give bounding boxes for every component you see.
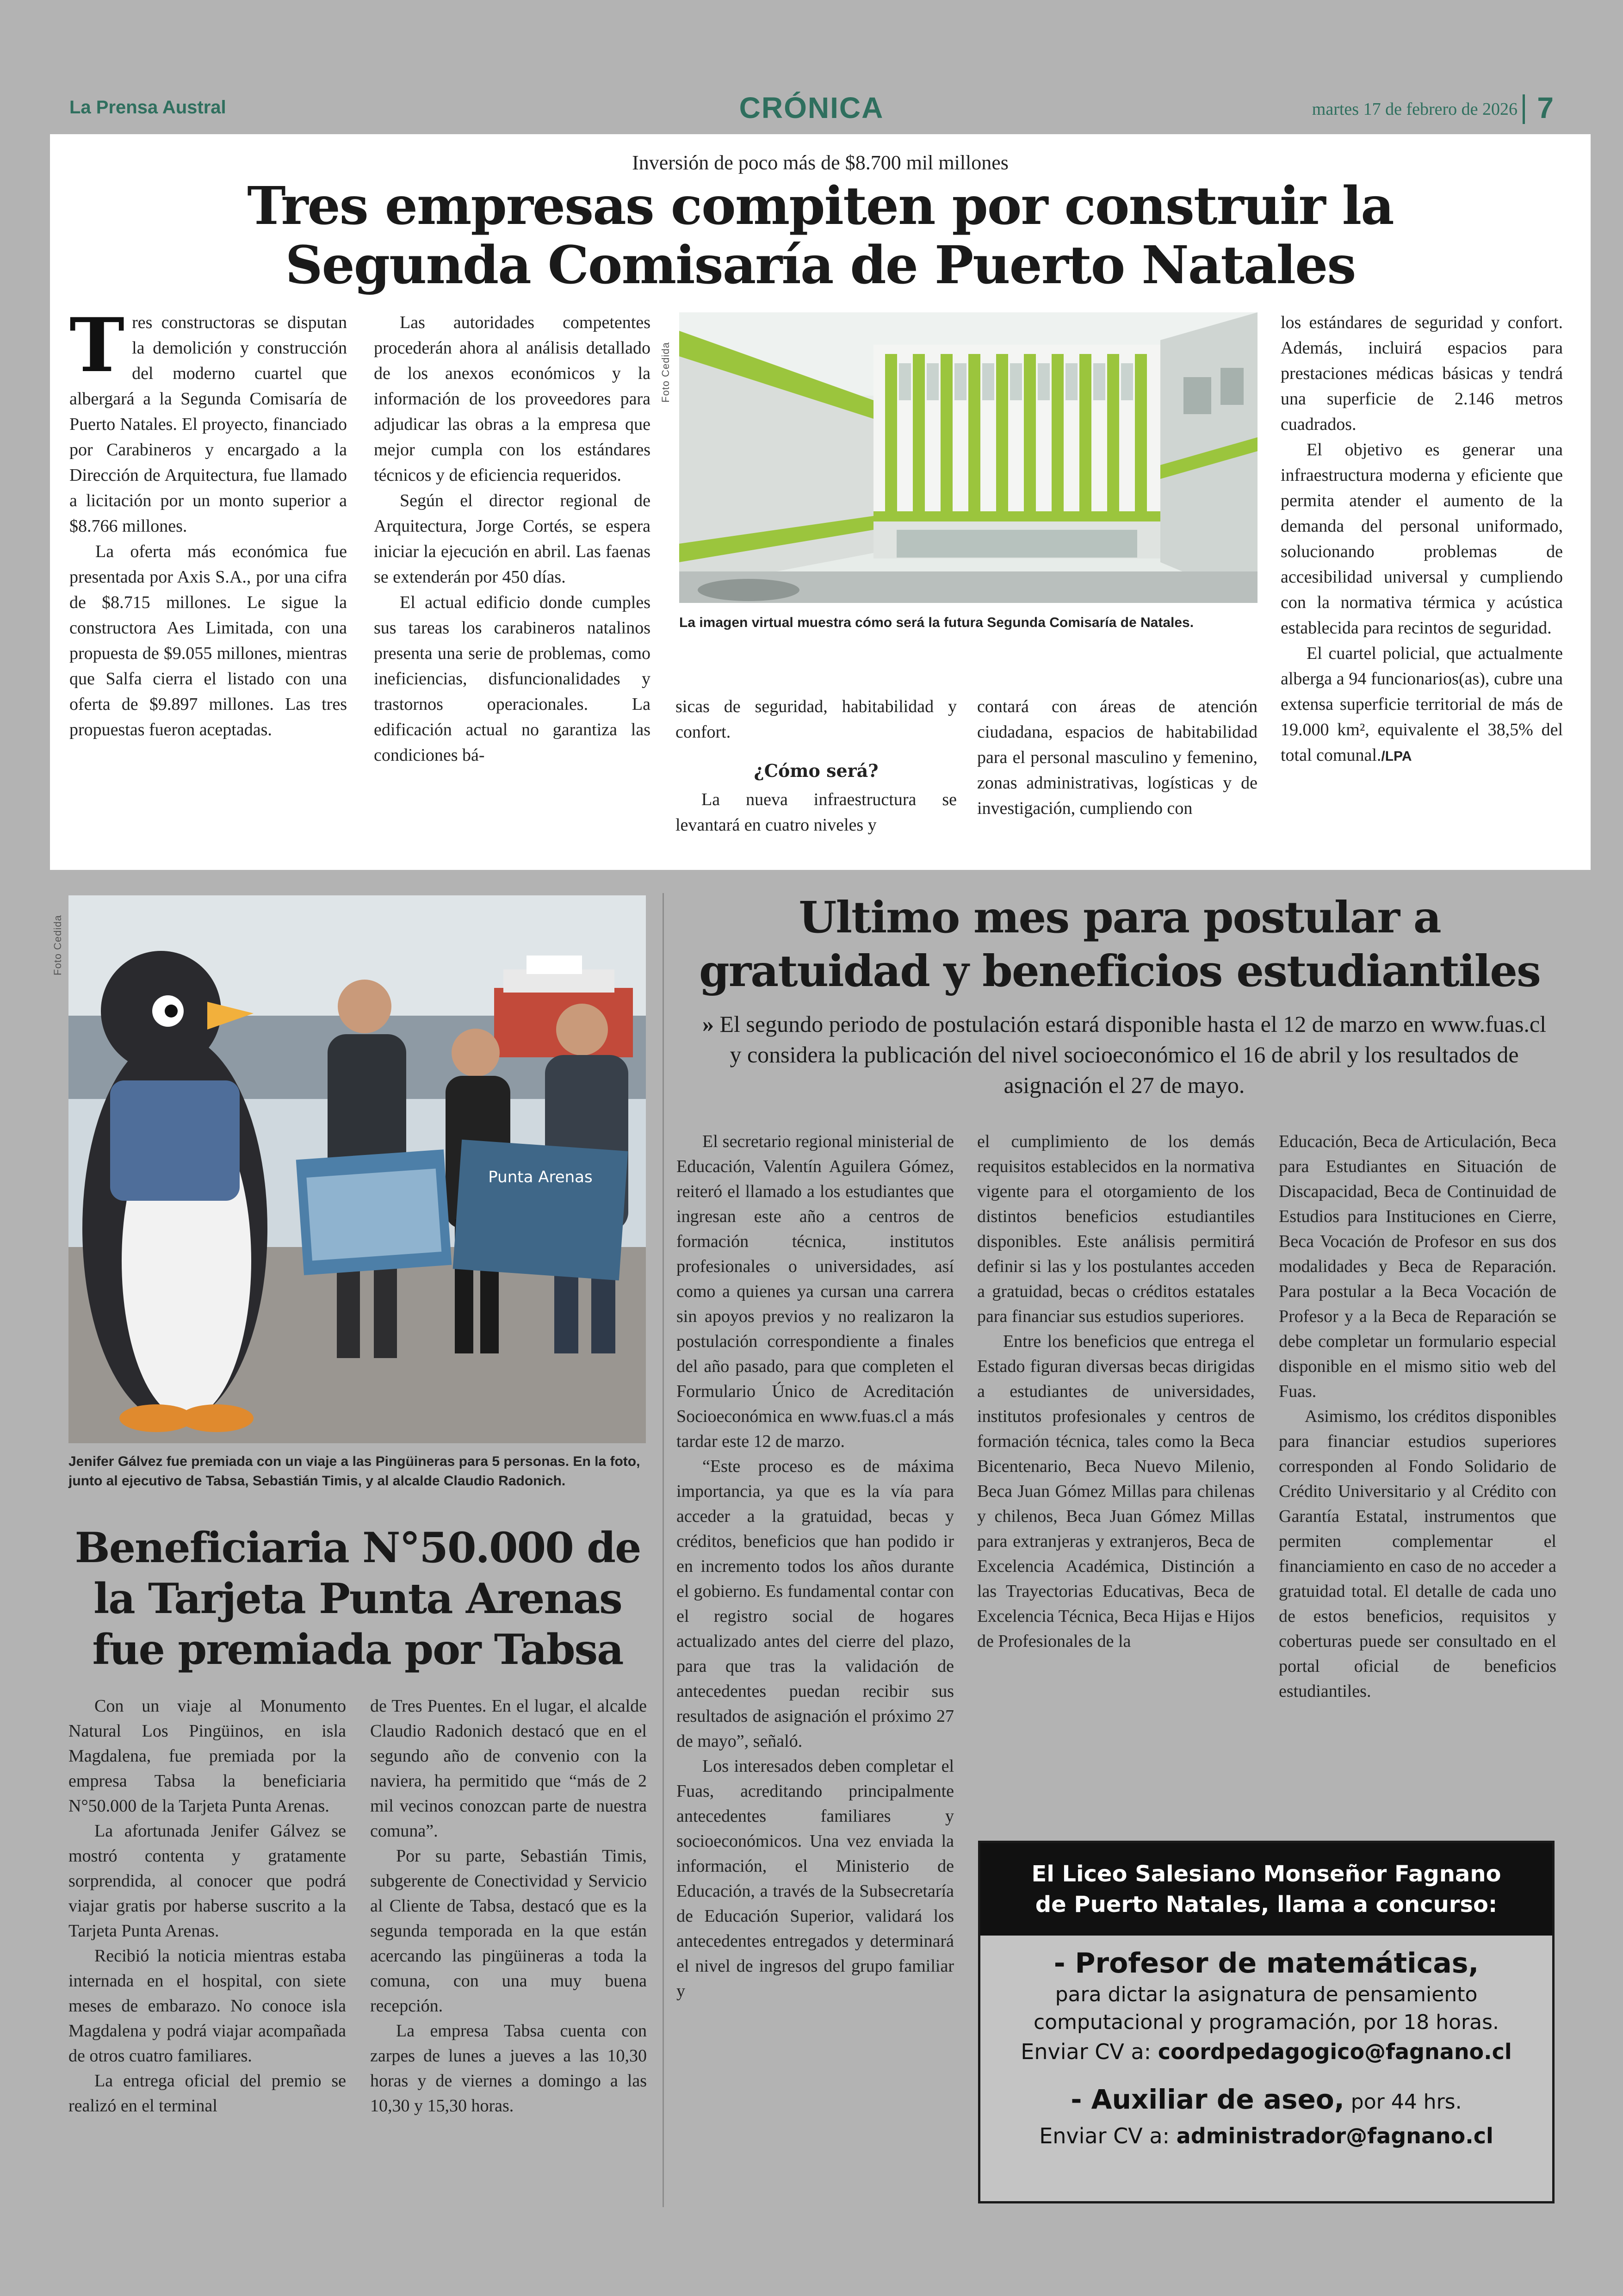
article-paragraph: el cumplimiento de los demás requisitos establecidos en la normativa vigente para el otorgamiento de los distintos beneficios estudiantiles disponibles. Este análisis permitirá definir si las y los postulantes acceden a gratuidad, becas o créditos estatales para financiar sus estudios superiores. — [977, 1132, 1255, 1326]
ad-body — [980, 1936, 1552, 2151]
article-paragraph: La entrega oficial del premio se realizó en el terminal — [68, 2071, 346, 2116]
article-column-3 — [675, 694, 957, 838]
ad-position-1: - Profesor de matemáticas, — [1053, 1947, 1479, 1980]
photo-caption: La imagen virtual muestra cómo será la futura Segunda Comisaría de Natales. — [679, 615, 1194, 630]
article-kicker: Inversión de poco más de $8.700 mil millones — [632, 151, 1009, 174]
headline-line-1: Beneficiaria N°50.000 de — [74, 1523, 641, 1572]
article-paragraph: El actual edificio donde cumples sus tareas los carabineros natalinos presenta una serie de problemas, como ineficiencias, disfuncionalidades y trastornos operacionales. La edificación actual no garantiza las condiciones bá- — [374, 593, 650, 765]
tabsa-column-2 — [370, 1694, 647, 2118]
headline-line-2: gratuidad y beneficios estudiantiles — [699, 946, 1540, 997]
newspaper-name: La Prensa Austral — [69, 97, 226, 118]
tabsa-column-1 — [68, 1694, 346, 2118]
article-paragraph: La afortunada Jenifer Gálvez se mostró contenta y gratamente sorprendida, al conocer que podrá viajar gratis por haberse suscrito a la Tarjeta Punta Arenas. — [68, 1821, 346, 1941]
article-column-2 — [374, 310, 650, 768]
article-paragraph: La empresa Tabsa cuenta con zarpes de lunes a jueves a las 10,30 horas y de viernes a domingo a las 10,30 y 15,30 horas. — [370, 2021, 647, 2116]
column-divider — [663, 893, 664, 2207]
gratuidad-column-1 — [676, 1129, 954, 2004]
article-paragraph: los estándares de seguridad y confort. Además, incluirá espacios para prestaciones médicas básicas y tendrá una superficie de 2.146 metros cuadrados. — [1281, 313, 1563, 434]
article-column-4 — [977, 694, 1258, 821]
building-render-image — [679, 312, 1258, 603]
headline-line-3: fue premiada por Tabsa — [92, 1625, 623, 1674]
article-paragraph: de Tres Puentes. En el lugar, el alcalde Claudio Radonich destacó que en el segundo año de convenio con la naviera, ha permitido que “más de 2 mil vecinos conozcan parte de nuestra comuna”. — [370, 1696, 647, 1841]
ad-position-1-desc-1: para dictar la asignatura de pensamiento — [1055, 1983, 1478, 2006]
banner-text: Punta Arenas — [488, 1168, 593, 1186]
gratuidad-column-3 — [1279, 1129, 1556, 1704]
article-subhead: ¿Cómo será? — [754, 760, 879, 781]
article-column-5 — [1281, 310, 1563, 769]
headline-line-2: Segunda Comisaría de Puerto Natales — [285, 235, 1356, 296]
chevron-right-icon: » — [702, 1011, 714, 1037]
article-paragraph: El secretario regional ministerial de Educación, Valentín Aguilera Gómez, reiteró el llamado a los estudiantes que ingresan este año a centros de formación técnica, institutos profesionales o universidades, así como a quienes ya cursan una carrera sin apoyos previos y no realizaron la postulación correspondiente a finales del año pasado, para que completen el Formulario Único de Acreditación Socioeconómica en www.fuas.cl a más tardar este 12 de marzo. — [676, 1132, 954, 1451]
article-paragraph: sicas de seguridad, habitabilidad y confort. — [675, 697, 957, 742]
ad-cv-line-1: Enviar CV a: coordpedagogico@fagnano.cl — [1021, 2039, 1512, 2064]
ad-position-2: - Auxiliar de aseo, por 44 hrs. — [1071, 2084, 1462, 2115]
headline-line-1: Ultimo mes para postular a — [799, 892, 1441, 943]
photo-caption-tabsa: Jenifer Gálvez fue premiada con un viaje a las Pingüineras para 5 personas. En la foto, junto al ejecutivo de Tabsa, Sebastián Timis, y al alcalde Claudio Radonich. — [68, 1454, 640, 1489]
article-paragraph: El objetivo es generar una infraestructura moderna y eficiente que permita atender el aumento de la demanda del personal uniformado, solucionando problemas de accesibilidad universal y cumpliendo con la normativa térmica y acústica establecida para recintos de seguridad. — [1281, 440, 1563, 638]
article-signature: /LPA — [1381, 749, 1412, 764]
article-paragraph: La nueva infraestructura se levantará en cuatro niveles y — [675, 790, 957, 835]
article-column-1 — [69, 302, 347, 743]
article-headline — [50, 177, 1591, 295]
drop-cap: T — [69, 302, 125, 389]
ad-header: El Liceo Salesiano Monseñor Fagnano de Puerto Natales, llama a concurso: — [980, 1843, 1552, 1936]
headline-line-1: Tres empresas compiten por construir la — [247, 176, 1394, 236]
photo-credit-tabsa: Foto Cedida — [52, 915, 63, 975]
article-paragraph: La oferta más económica fue presentada por Axis S.A., por una cifra de $8.715 millones. Le sigue la constructora Aes Limitada, con una propuesta de $9.055 millones, mientras que Salfa cierra el listado con una oferta de $9.897 millones. Las tres propuestas fueron aceptadas. — [69, 542, 347, 739]
article-paragraph: Entre los beneficios que entrega el Estado figuran diversas becas dirigidas a estudiantes de universidades, institutos profesionales y centros de formación técnica, tales como la Beca Bicentenario, Beca Nuevo Milenio, Beca Juan Gómez Millas para chilenas y chilenos, Beca Juan Gómez Millas para extranjeras y extranjeros, Beca de Excelencia Académica, Distinción a las Trayectorias Educativas, Beca de Excelencia Técnica, Beca Hijas e Hijos de Profesionales de la — [977, 1332, 1255, 1651]
article-paragraph: Tres constructoras se disputan la demolición y construcción del moderno cuartel que albergará a la Segunda Comisaría de Puerto Natales. El proyecto, financiado por Carabineros y encargado a la Dirección de Arquitectura, fue llamado a licitación por un monto superior a $8.766 millones. — [69, 302, 347, 536]
headline-line-2: la Tarjeta Punta Arenas — [93, 1574, 622, 1623]
gratuidad-headline — [680, 891, 1559, 998]
article-paragraph: Asimismo, los créditos disponibles para financiar estudios superiores corresponden al Fondo Solidario de Crédito Universitario y al Crédito con Garantía Estatal, instrumentos que permiten complementar el financiamiento en caso de no acceder a gratuidad total. El detalle de cada uno de estos beneficios, requisitos y coberturas puede ser consultado en el portal oficial de beneficios estudiantiles. — [1279, 1407, 1556, 1701]
photo-credit: Foto Cedida — [660, 342, 671, 403]
article-paragraph: Educación, Beca de Articulación, Beca para Estudiantes en Situación de Discapacidad, Beca de Continuidad de Estudios para Instituciones en Cierre, Beca Vocación de Profesor en sus dos modalidades y Beca de Reparación. Para postular a la Beca Vocación de Profesor y a la Beca de Reparación se debe completar un formulario especial disponible en el mismo sitio web del Fuas. — [1279, 1132, 1556, 1401]
article-comisaria — [50, 134, 1591, 870]
article-paragraph: Recibió la noticia mientras estaba internada en el hospital, con siete meses de embarazo. No conoce isla Magdalena y podrá viajar acompañada de otros cuatro familiares. — [68, 1946, 346, 2066]
page-header — [69, 91, 1554, 132]
ad-position-1-desc-2: computacional y programación, por 18 horas. — [1033, 2011, 1499, 2034]
award-photo — [68, 895, 646, 1443]
article-paragraph: contará con áreas de atención ciudadana, espacios de habitabilidad para el personal masculino y femenino, zonas administrativas, logísticas y de investigación, cumpliendo con — [977, 697, 1258, 818]
issue-date: martes 17 de febrero de 2026 — [1312, 99, 1518, 119]
page-number: 7 — [1537, 91, 1554, 124]
ad-email-2[interactable]: administrador@fagnano.cl — [1176, 2123, 1493, 2148]
page-number-divider — [1523, 94, 1525, 124]
article-paragraph: El cuartel policial, que actualmente alberga a 94 funcionarios(as), cubre una extensa superficie territorial de más de 19.000 km², equivalente el 38,5% del total comunal./LPA — [1281, 644, 1563, 765]
article-paragraph: Según el director regional de Arquitectura, Jorge Cortés, se espera iniciar la ejecución en abril. Las faenas se extenderán por 450 días. — [374, 491, 650, 587]
article-paragraph: Por su parte, Sebastián Timis, subgerente de Conectividad y Servicio al Cliente de Tabsa, destacó que es la segunda temporada en la que están acercando las pingüineras a toda la comuna, con una muy buena recepción. — [370, 1846, 647, 2016]
gratuidad-column-2 — [977, 1129, 1255, 1654]
article-lead: » El segundo periodo de postulación estará disponible hasta el 12 de marzo en www.fuas.cl y considera la publicación del nivel socioeconómico el 16 de abril y los resultados de asignación el 27 de mayo. — [702, 1011, 1547, 1098]
article-paragraph: Los interesados deben completar el Fuas, acreditando principalmente antecedentes familiares y socioeconómicos. Una vez enviada la información, el Ministerio de Educación, a través de la Subsecretaría de Educación Superior, validará los antecedentes entregados y determinará el nivel de ingresos del grupo familiar y — [676, 1756, 954, 2001]
job-ad-box — [978, 1841, 1555, 2203]
article-paragraph: Las autoridades competentes procederán ahora al análisis detallado de los anexos económicos y la información de los proveedores para adjudicar las obras a la empresa que mejor cumpla con los estándares técnicos y de eficiencia requeridos. — [374, 313, 650, 485]
section-title: CRÓNICA — [739, 91, 884, 124]
article-paragraph: Con un viaje al Monumento Natural Los Pingüinos, en isla Magdalena, fue premiada por la empresa Tabsa la beneficiaria N°50.000 de la Tarjeta Punta Arenas. — [68, 1696, 346, 1816]
tabsa-headline — [68, 1522, 647, 1675]
article-paragraph: “Este proceso es de máxima importancia, ya que es la vía para acceder a la gratuidad, becas y créditos, beneficios que han podido ir en incremento todos los años durante el gobierno. Es fundamental contar con el registro social de hogares actualizado antes del cierre del plazo, para que tras la validación de antecedentes puedan recibir sus resultados de asignación el próximo 27 de mayo”, señaló. — [676, 1457, 954, 1751]
ad-email-1[interactable]: coordpedagogico@fagnano.cl — [1158, 2039, 1512, 2064]
ad-cv-line-2: Enviar CV a: administrador@fagnano.cl — [1039, 2123, 1493, 2148]
